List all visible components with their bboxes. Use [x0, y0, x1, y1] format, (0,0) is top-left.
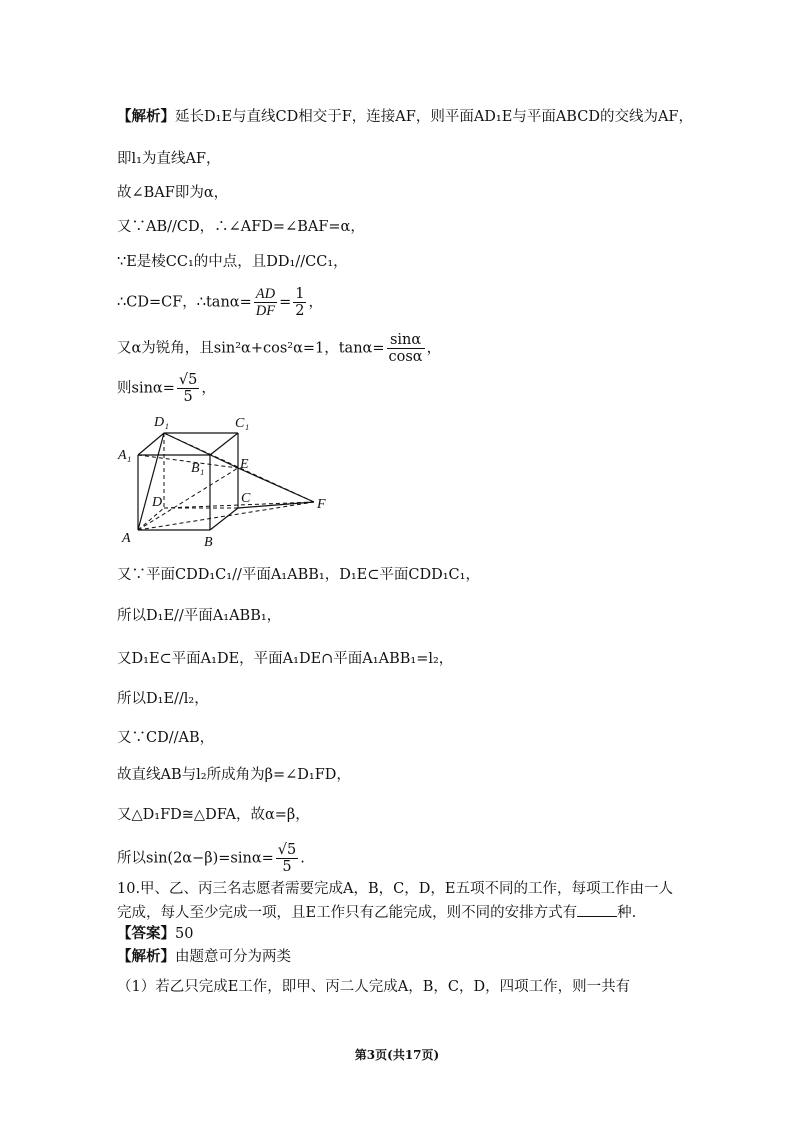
- line7-end: ，: [426, 340, 442, 357]
- solution-line-2: 即l₁为直线AF，: [117, 151, 221, 167]
- solution-line-14: 故直线AB与l₂所成角为β=∠D₁FD，: [117, 767, 351, 783]
- question-10-line-2: [117, 902, 636, 922]
- fraction-numerator: sinα: [387, 332, 425, 349]
- answer-blank: [577, 902, 617, 917]
- fraction-sin-cos: [387, 332, 425, 365]
- question-10-text: 完成，每人至少完成一项，且E工作只有乙能完成，则不同的安排方式有: [117, 905, 578, 921]
- label-C: C: [241, 491, 251, 506]
- fraction-denominator: DF: [255, 303, 276, 319]
- line16-text: 所以sin(2α−β)=sinα=: [117, 850, 274, 867]
- label-E: E: [240, 457, 249, 472]
- solution-line-4: 又∵AB//CD，∴∠AFD=∠BAF=α，: [117, 219, 365, 235]
- label-A: A: [122, 531, 131, 546]
- solution-line-10: 所以D₁E//平面A₁ABB₁，: [117, 608, 282, 624]
- page-footer: 第3页(共17页): [354, 1048, 440, 1062]
- solution-line-9: 又∵平面CDD₁C₁//平面A₁ABB₁，D₁E⊂平面CDD₁C₁，: [117, 567, 480, 583]
- fraction-denominator: cosα: [388, 349, 423, 365]
- solution-line-16: [117, 842, 305, 875]
- fraction-ad-df: [254, 286, 277, 319]
- analysis-tag: 【解析】: [117, 108, 175, 125]
- label-C1: C₁: [235, 416, 250, 431]
- solution-line-13: 又∵CD//AB，: [117, 730, 215, 746]
- analysis-text: 由题意可分为两类: [175, 949, 291, 965]
- hidden-edge-D1-F: [164, 433, 314, 502]
- line8-end: ，: [201, 380, 216, 397]
- edge-A1-D1: [138, 433, 164, 455]
- label-D: D: [152, 495, 163, 510]
- edge-B-C: [210, 508, 238, 530]
- fraction-numerator: AD: [255, 286, 276, 302]
- question-10-end: 种.: [617, 905, 637, 921]
- line6-text: ∴CD=CF，∴tanα=: [117, 294, 252, 311]
- answer-line: [117, 925, 193, 943]
- hidden-edge-D-F: [164, 502, 314, 508]
- fraction-sqrt5-5-final: [276, 842, 298, 875]
- cube-diagram: [112, 410, 342, 550]
- fraction-sqrt5-5: [177, 372, 199, 405]
- label-A1: A₁: [118, 448, 132, 463]
- solution-line-7: [117, 332, 441, 365]
- solution-line-6: [117, 286, 323, 319]
- case-1-line: （1）若乙只完成E工作，即甲、丙二人完成A，B，C，D，四项工作，则一共有: [117, 979, 631, 995]
- edge-C1-B1: [210, 433, 238, 455]
- line6-end: ，: [308, 294, 323, 311]
- solution-line-15: 又△D₁FD≅△DFA，故α=β，: [117, 807, 310, 823]
- solution-text: 延长D₁E与直线CD相交于F，连接AF，则平面AD₁E与平面ABCD的交线为AF，: [175, 109, 693, 125]
- fraction-numerator: √5: [277, 842, 297, 858]
- edge-D1-A: [138, 433, 164, 530]
- answer-value: 50: [175, 926, 194, 942]
- solution-line-3: 故∠BAF即为α，: [117, 185, 229, 201]
- equals-sign: =: [279, 294, 292, 311]
- solution-line-12: 所以D₁E//l₂，: [117, 691, 209, 707]
- analysis-line: [117, 948, 291, 966]
- label-B1: B₁: [191, 461, 205, 476]
- solution-line-1: [117, 108, 693, 126]
- label-F: F: [317, 497, 326, 512]
- fraction-numerator: √5: [178, 372, 198, 388]
- analysis-tag-2: 【解析】: [117, 948, 175, 965]
- fraction-denominator: 5: [282, 859, 292, 875]
- fraction-one-half: [293, 286, 306, 319]
- question-10-line-1: 10.甲、乙、丙三名志愿者需要完成A，B，C，D，E五项不同的工作，每项工作由一人: [117, 881, 673, 897]
- line7-text: 又α为锐角，且sin²α+cos²α=1，tanα=: [117, 340, 385, 357]
- solution-line-11: 又D₁E⊂平面A₁DE，平面A₁DE∩平面A₁ABB₁=l₂，: [117, 651, 454, 667]
- line8-text: 则sinα=: [117, 380, 175, 397]
- solution-line-8: [117, 372, 216, 405]
- fraction-denominator: 2: [295, 303, 305, 319]
- fraction-denominator: 5: [183, 389, 193, 405]
- line16-end: .: [300, 850, 305, 867]
- label-B: B: [204, 535, 213, 550]
- solution-line-5: ∵E是棱CC₁的中点，且DD₁//CC₁，: [117, 254, 348, 270]
- answer-tag: 【答案】: [117, 925, 175, 942]
- label-D1: D₁: [154, 415, 169, 430]
- fraction-numerator: 1: [295, 286, 305, 302]
